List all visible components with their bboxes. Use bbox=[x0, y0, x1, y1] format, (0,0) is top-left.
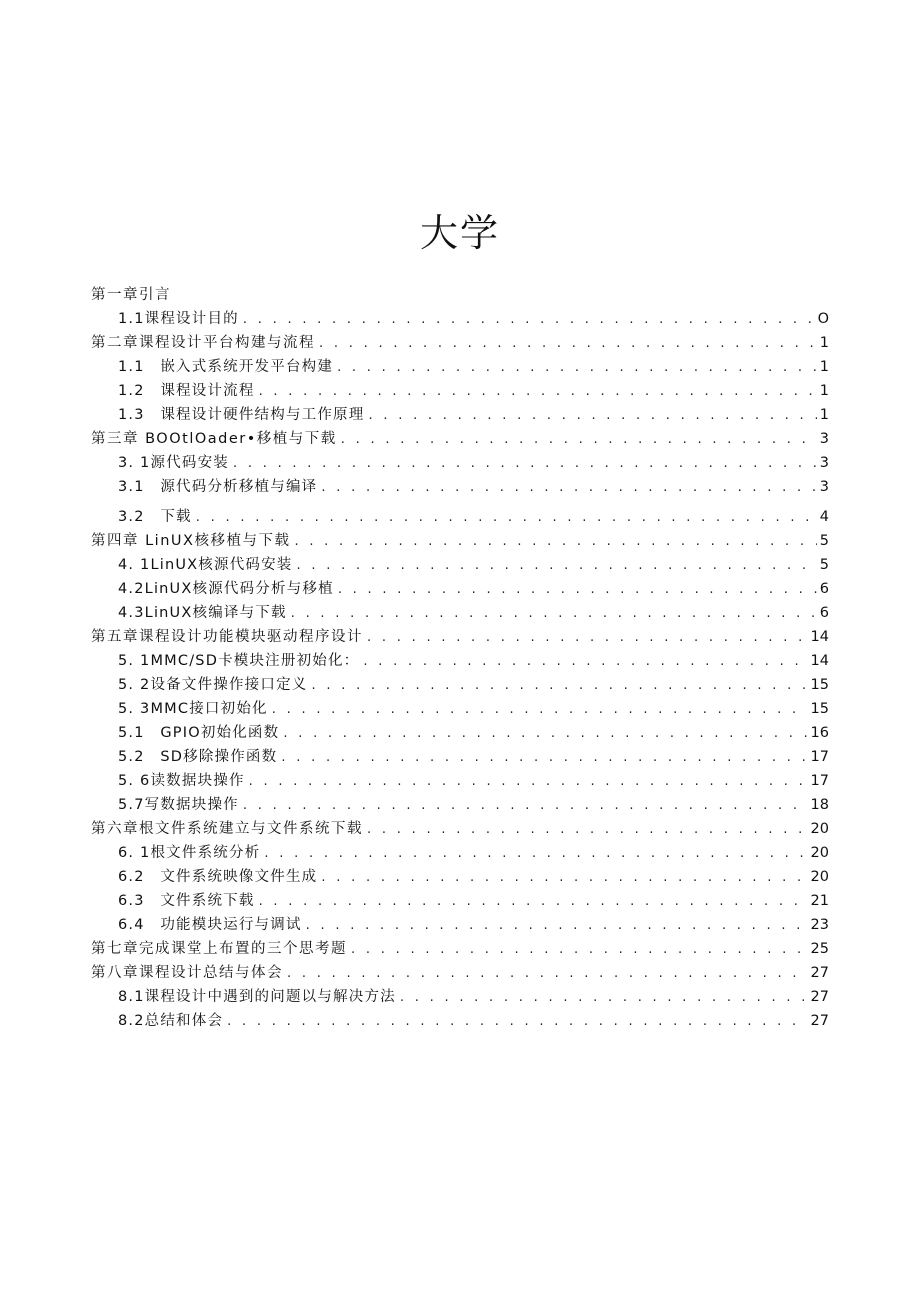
toc-page-number: 25 bbox=[810, 941, 829, 957]
toc-page-number: 27 bbox=[810, 965, 829, 981]
toc-entry-label: 1.1 嵌入式系统开发平台构建 bbox=[118, 359, 334, 375]
toc-entry-4-3[interactable] bbox=[91, 601, 829, 625]
toc-leader-dots bbox=[233, 452, 817, 476]
toc-entry-label: 1.1课程设计目的 bbox=[118, 311, 239, 327]
toc-page-number: 6 bbox=[819, 605, 829, 621]
toc-leader-dots bbox=[367, 818, 808, 842]
toc-entry-label: 第一章引言 bbox=[91, 287, 171, 303]
toc-entry-6-2[interactable] bbox=[91, 865, 829, 889]
toc-entry-label: 4.3LinUX核编译与下载 bbox=[118, 605, 287, 621]
toc-entry-label: 5.7写数据块操作 bbox=[118, 797, 239, 813]
toc-page-number: 1 bbox=[819, 383, 829, 399]
toc-page-number: 1 bbox=[819, 359, 829, 375]
toc-entry-label: 5. 3MMC接口初始化 bbox=[118, 701, 268, 717]
toc-leader-dots bbox=[367, 626, 808, 650]
toc-entry-5-6[interactable] bbox=[91, 769, 829, 793]
toc-leader-dots bbox=[249, 770, 808, 794]
toc-leader-dots bbox=[368, 404, 816, 428]
toc-page-number: 20 bbox=[810, 869, 829, 885]
table-of-contents bbox=[91, 283, 829, 1033]
toc-leader-dots bbox=[281, 746, 807, 770]
toc-page-number: 16 bbox=[810, 725, 829, 741]
toc-entry-6-3[interactable] bbox=[91, 889, 829, 913]
toc-entry-label: 第四章 LinUX核移植与下载 bbox=[91, 533, 291, 549]
toc-page-number: 18 bbox=[810, 797, 829, 813]
toc-entry-6-4[interactable] bbox=[91, 913, 829, 937]
toc-leader-dots bbox=[400, 986, 808, 1010]
toc-entry-label: 5. 1MMC/SD卡模块注册初始化： bbox=[118, 653, 360, 669]
toc-entry-label: 第八章课程设计总结与体会 bbox=[91, 965, 283, 981]
toc-entry-label: 4.2LinUX核源代码分析与移植 bbox=[118, 581, 334, 597]
toc-entry-2-3[interactable] bbox=[91, 403, 829, 427]
toc-leader-dots bbox=[311, 674, 807, 698]
toc-page-number: 5 bbox=[819, 533, 829, 549]
toc-leader-dots bbox=[341, 428, 817, 452]
toc-entry-chapter-5[interactable] bbox=[91, 625, 829, 649]
toc-entry-6-1[interactable] bbox=[91, 841, 829, 865]
toc-leader-dots bbox=[259, 890, 808, 914]
toc-entry-chapter-7[interactable] bbox=[91, 937, 829, 961]
toc-page-number: 4 bbox=[819, 509, 829, 525]
toc-leader-dots bbox=[321, 476, 816, 500]
toc-page-number: 15 bbox=[810, 701, 829, 717]
toc-entry-3-1b[interactable] bbox=[91, 475, 829, 499]
toc-entry-label: 第五章课程设计功能模块驱动程序设计 bbox=[91, 629, 363, 645]
toc-entry-label: 第六章根文件系统建立与文件系统下载 bbox=[91, 821, 363, 837]
toc-entry-label: 4. 1LinUX核源代码安装 bbox=[118, 557, 293, 573]
toc-entry-chapter-2[interactable] bbox=[91, 331, 829, 355]
toc-entry-chapter-8[interactable] bbox=[91, 961, 829, 985]
toc-entry-label: 3.2 下载 bbox=[118, 509, 192, 525]
toc-page-number: 3 bbox=[819, 479, 829, 495]
toc-leader-dots bbox=[297, 554, 817, 578]
toc-entry-label: 第三章 BOOtlOader•移植与下载 bbox=[91, 431, 337, 447]
toc-entry-4-2[interactable] bbox=[91, 577, 829, 601]
toc-page-number: 15 bbox=[810, 677, 829, 693]
toc-page-number: 6 bbox=[819, 581, 829, 597]
toc-entry-label: 6.2 文件系统映像文件生成 bbox=[118, 869, 318, 885]
toc-entry-8-1[interactable] bbox=[91, 985, 829, 1009]
toc-entry-chapter-1[interactable] bbox=[91, 283, 829, 307]
toc-page-number: 1 bbox=[819, 335, 829, 351]
toc-leader-dots bbox=[321, 866, 807, 890]
toc-entry-2-2[interactable] bbox=[91, 379, 829, 403]
toc-page-number: 20 bbox=[810, 845, 829, 861]
toc-entry-label: 5. 6读数据块操作 bbox=[118, 773, 245, 789]
toc-page-number: 27 bbox=[810, 1013, 829, 1029]
toc-leader-dots bbox=[306, 914, 808, 938]
toc-entry-4-1[interactable] bbox=[91, 553, 829, 577]
toc-entry-label: 第二章课程设计平台构建与流程 bbox=[91, 335, 315, 351]
toc-leader-dots bbox=[351, 938, 808, 962]
toc-leader-dots bbox=[363, 650, 807, 674]
toc-entry-label: 3. 1源代码安装 bbox=[118, 455, 229, 471]
toc-page-number: 5 bbox=[819, 557, 829, 573]
toc-entry-label: 5.1 GPIO初始化函数 bbox=[118, 725, 280, 741]
toc-entry-label: 第七章完成课堂上布置的三个思考题 bbox=[91, 941, 347, 957]
toc-leader-dots bbox=[227, 1010, 807, 1034]
toc-page-number: 14 bbox=[810, 653, 829, 669]
toc-page-number: 3 bbox=[819, 455, 829, 471]
toc-entry-label: 5. 2设备文件操作接口定义 bbox=[118, 677, 308, 693]
toc-page-number: 14 bbox=[810, 629, 829, 645]
toc-entry-label: 8.2总结和体会 bbox=[118, 1013, 224, 1029]
toc-leader-dots bbox=[196, 506, 817, 530]
toc-leader-dots bbox=[291, 602, 817, 626]
toc-page-number: 1 bbox=[819, 407, 829, 423]
toc-entry-3-1a[interactable] bbox=[91, 451, 829, 475]
toc-entry-chapter-6[interactable] bbox=[91, 817, 829, 841]
toc-page-number: 23 bbox=[810, 917, 829, 933]
toc-entry-label: 6.3 文件系统下载 bbox=[118, 893, 255, 909]
toc-entry-label: 1.3 课程设计硬件结构与工作原理 bbox=[118, 407, 365, 423]
toc-entry-5-5[interactable] bbox=[91, 745, 829, 769]
toc-entry-label: 6. 1根文件系统分析 bbox=[118, 845, 261, 861]
toc-leader-dots bbox=[338, 578, 817, 602]
toc-page-number: 17 bbox=[810, 773, 829, 789]
toc-leader-dots bbox=[243, 794, 808, 818]
toc-leader-dots bbox=[287, 962, 808, 986]
toc-entry-label: 8.1课程设计中遇到的问题以与解决方法 bbox=[118, 989, 396, 1005]
toc-leader-dots bbox=[264, 842, 807, 866]
toc-entry-chapter-4[interactable] bbox=[91, 529, 829, 553]
toc-entry-1-1[interactable] bbox=[91, 307, 829, 331]
toc-page-number: 21 bbox=[810, 893, 829, 909]
toc-entry-3-2[interactable] bbox=[91, 505, 829, 529]
toc-leader-dots bbox=[337, 356, 817, 380]
toc-page-number: 27 bbox=[810, 989, 829, 1005]
toc-entry-5-3[interactable] bbox=[91, 697, 829, 721]
toc-entry-5-7[interactable] bbox=[91, 793, 829, 817]
toc-leader-dots bbox=[294, 530, 816, 554]
toc-entry-5-2[interactable] bbox=[91, 673, 829, 697]
page-title: 大学 bbox=[419, 211, 500, 255]
toc-leader-dots bbox=[259, 380, 817, 404]
toc-entry-5-1[interactable] bbox=[91, 649, 829, 673]
toc-leader-dots bbox=[272, 698, 808, 722]
toc-leader-dots bbox=[243, 308, 815, 332]
toc-entry-label: 3.1 源代码分析移植与编译 bbox=[118, 479, 318, 495]
toc-entry-label: 5.2 SD移除操作函数 bbox=[118, 749, 278, 765]
toc-entry-chapter-3[interactable] bbox=[91, 427, 829, 451]
toc-entry-label: 1.2 课程设计流程 bbox=[118, 383, 255, 399]
toc-entry-2-1[interactable] bbox=[91, 355, 829, 379]
toc-page-number: 20 bbox=[810, 821, 829, 837]
toc-leader-dots bbox=[319, 332, 817, 356]
toc-page-number: 3 bbox=[819, 431, 829, 447]
toc-entry-5-4[interactable] bbox=[91, 721, 829, 745]
toc-leader-dots bbox=[283, 722, 807, 746]
toc-entry-label: 6.4 功能模块运行与调试 bbox=[118, 917, 302, 933]
toc-entry-8-2[interactable] bbox=[91, 1009, 829, 1033]
toc-page-number: O bbox=[817, 311, 829, 327]
toc-page-number: 17 bbox=[810, 749, 829, 765]
